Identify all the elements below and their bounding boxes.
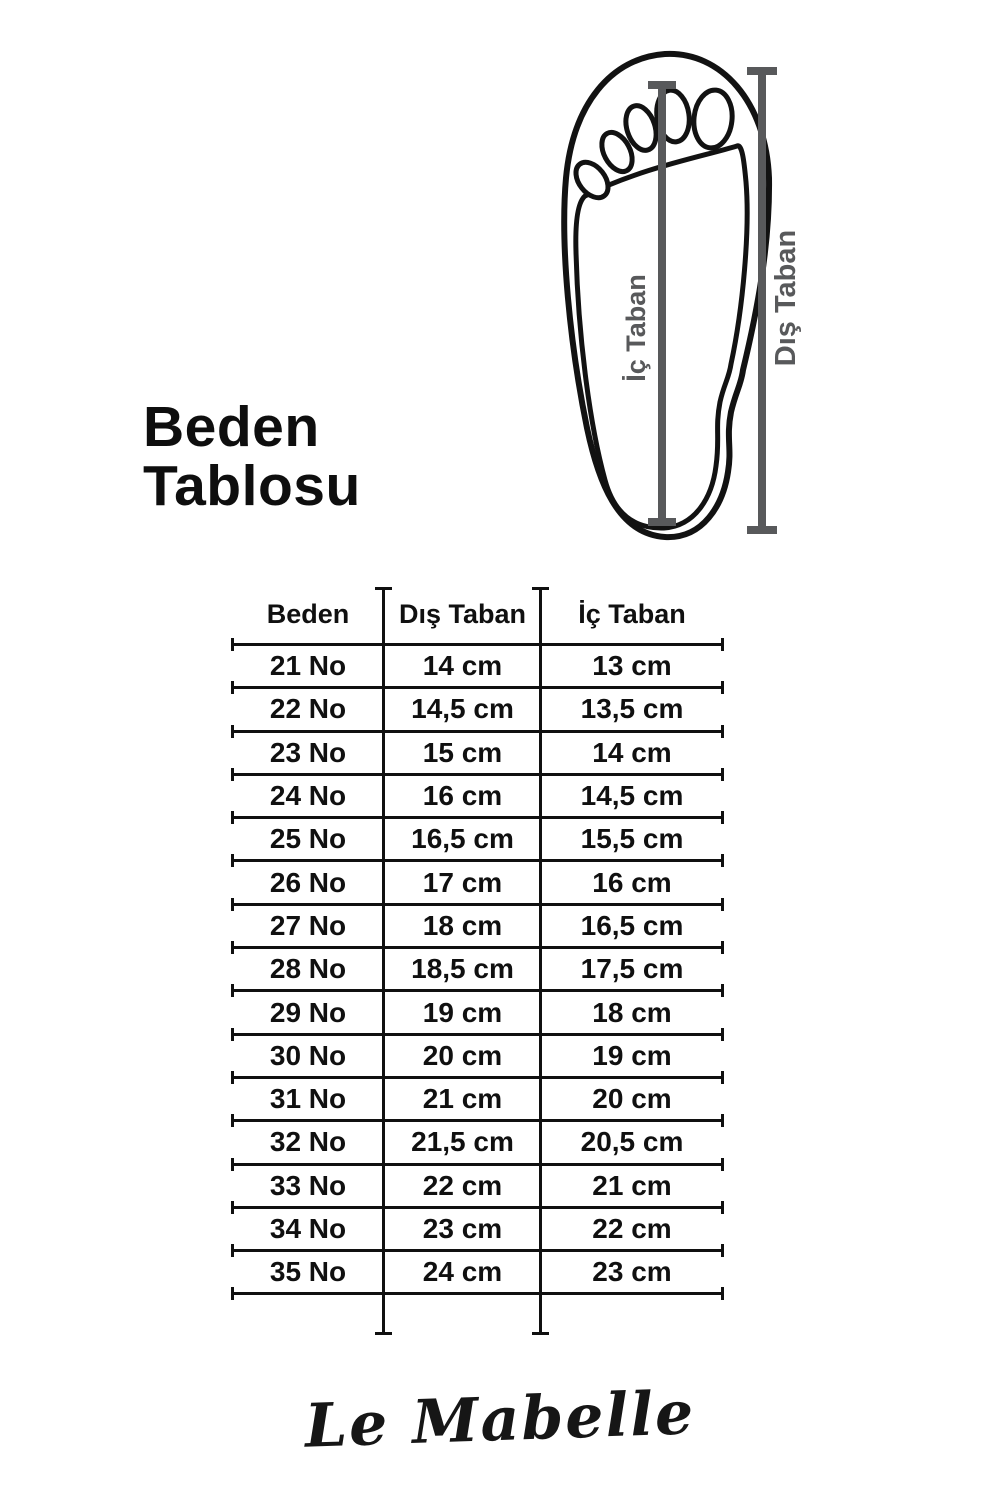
page-title-line1: Beden [143,395,320,459]
inner-sole-label: İç Taban [621,274,651,382]
table-row [232,816,723,859]
cell-inner-sole: 14,5 cm [580,780,684,812]
cell-inner-sole: 22 cm [592,1213,672,1244]
cell-inner-sole: 14 cm [592,736,672,768]
size-table-header [232,585,723,643]
cell-size: 26 No [269,866,347,898]
table-row [232,946,723,989]
cell-size: 29 No [269,996,347,1028]
cell-outer-sole: 23 cm [422,1213,503,1244]
header-dis-taban: Dış Taban [398,598,527,629]
cell-inner-sole: 16 cm [592,866,672,898]
cell-inner-sole: 13 cm [592,650,672,682]
size-table [232,585,723,1295]
table-bottom-rule [232,1292,723,1295]
cell-outer-sole: 24 cm [422,1256,503,1288]
table-row [232,1033,723,1076]
cell-outer-sole: 21 cm [422,1083,503,1115]
table-row [232,1119,723,1162]
cell-size: 24 No [269,780,347,812]
table-row [232,643,723,686]
cell-outer-sole: 14,5 cm [411,693,514,725]
table-row [232,730,723,773]
cell-outer-sole: 18 cm [422,909,503,941]
cell-size: 30 No [269,1039,347,1071]
header-beden: Beden [266,598,350,629]
cell-size: 32 No [269,1126,347,1158]
cell-outer-sole: 18,5 cm [411,953,514,985]
table-row [232,903,723,946]
cell-inner-sole: 17,5 cm [580,953,684,985]
column-divider-2 [539,587,542,1335]
cell-size: 27 No [269,909,347,941]
cell-size: 23 No [269,736,347,768]
cell-outer-sole: 20 cm [422,1039,503,1071]
table-row [232,773,723,816]
table-row [232,686,723,729]
foot-measurement-diagram [545,40,835,552]
page-title [143,395,361,519]
cell-outer-sole: 17 cm [422,866,503,898]
brand-logo: Le Mabelle [303,1378,697,1462]
header-ic-taban: İç Taban [578,598,686,629]
cell-inner-sole: 19 cm [592,1039,672,1071]
cell-inner-sole: 18 cm [592,996,672,1028]
cell-size: 22 No [269,693,347,725]
cell-outer-sole: 15 cm [422,736,503,768]
cell-outer-sole: 16,5 cm [411,823,514,855]
table-row [232,1249,723,1292]
cell-inner-sole: 23 cm [592,1256,672,1288]
table-row [232,859,723,902]
cell-outer-sole: 14 cm [422,650,503,682]
cell-size: 25 No [269,823,347,855]
table-row [232,1206,723,1249]
outer-sole-label: Dış Taban [770,229,802,367]
cell-inner-sole: 16,5 cm [580,909,684,941]
size-table-body [232,643,723,1292]
cell-size: 21 No [269,650,347,682]
column-divider-1 [382,587,385,1335]
table-row [232,989,723,1032]
cell-size: 33 No [269,1169,347,1201]
cell-size: 31 No [269,1083,347,1115]
page-title-line2: Tablosu [143,454,361,519]
cell-outer-sole: 21,5 cm [411,1126,514,1158]
cell-inner-sole: 20 cm [592,1083,672,1115]
cell-outer-sole: 19 cm [422,996,503,1028]
cell-inner-sole: 13,5 cm [580,693,684,725]
table-row [232,1076,723,1119]
cell-size: 34 No [269,1213,347,1244]
cell-outer-sole: 16 cm [422,780,503,812]
cell-outer-sole: 22 cm [422,1169,503,1201]
table-row [232,1163,723,1206]
cell-inner-sole: 21 cm [592,1169,672,1201]
cell-size: 28 No [269,953,347,985]
cell-size: 35 No [269,1256,347,1288]
cell-inner-sole: 15,5 cm [580,823,684,855]
toe-1-icon [691,88,735,150]
cell-inner-sole: 20,5 cm [580,1126,684,1158]
